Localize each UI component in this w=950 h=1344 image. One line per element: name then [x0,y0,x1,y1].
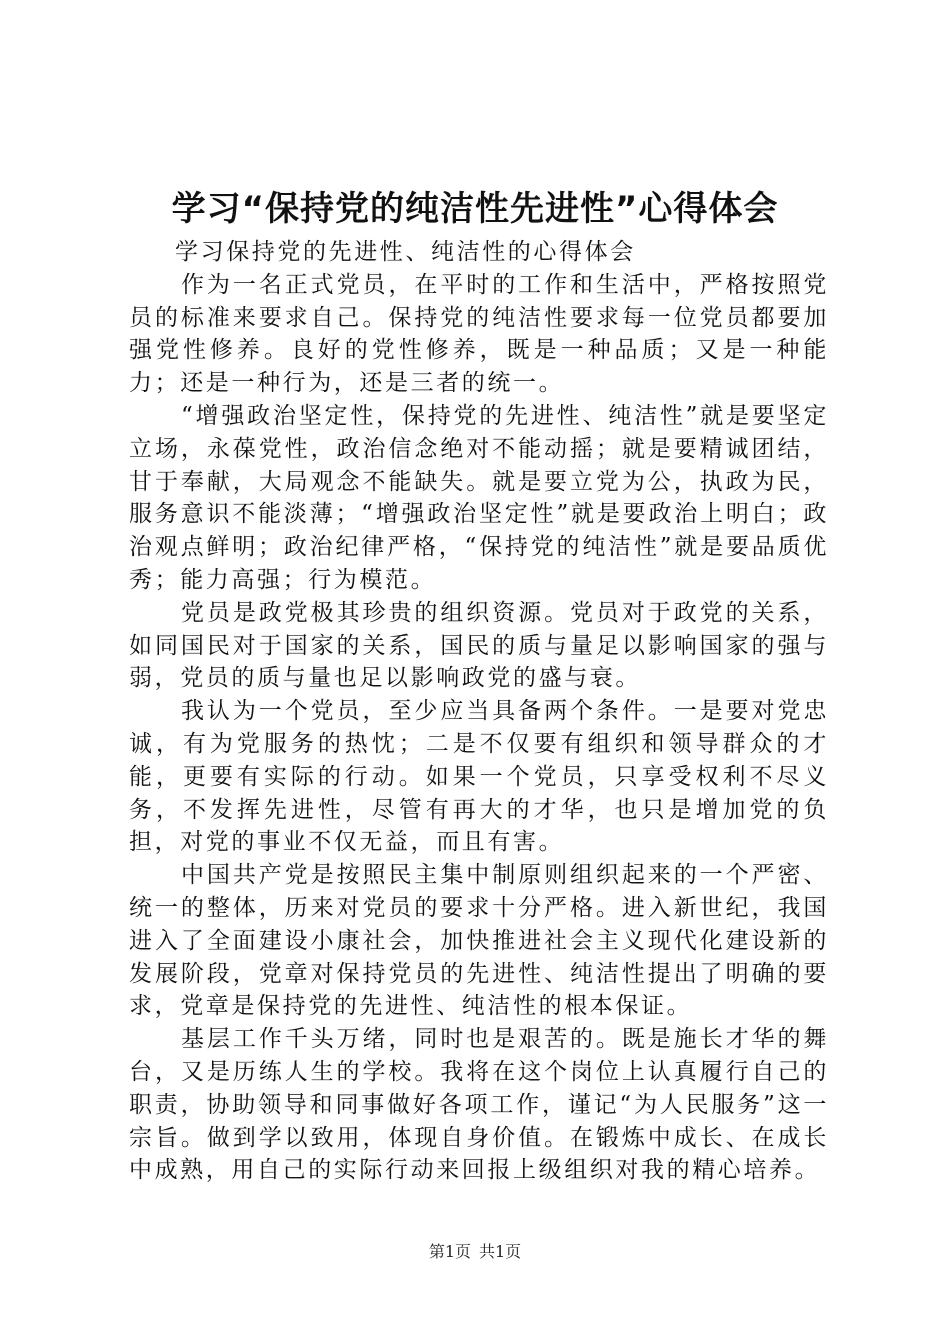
paragraph-2: “增强政治坚定性，保持党的先进性、纯洁性”就是要坚定立场，永葆党性，政治信念绝对不能动摇；就是要精诚团结，甘于奉献，大局观念不能缺失。就是要立党为公，执政为民，服务意识不能淡薄；“增强政治坚定性”就是要政治上明白；政治观点鲜明；政治纪律严格，“保持党的纯洁性”就是要品质优秀；能力高强；行为模范。 [129,402,829,593]
page-footer [0,1240,950,1264]
page-number: 第1页 [428,1242,471,1261]
document-title: 学习“保持党的纯洁性先进性”心得体会 [171,189,779,229]
paragraph-3: 党员是政党极其珍贵的组织资源。党员对于政党的关系，如同国民对于国家的关系，国民的质与量足以影响国家的强与弱，党员的质与量也足以影响政党的盛与衰。 [129,599,829,692]
document-subtitle: 学习保持党的先进性、纯洁性的心得体会 [175,239,636,265]
paragraph-5: 中国共产党是按照民主集中制原则组织起来的一个严密、统一的整体，历来对党员的要求十分严格。进入新世纪，我国进入了全面建设小康社会，加快推进社会主义现代化建设新的发展阶段，党章对保持党员的先进性、纯洁性提出了明确的要求，党章是保持党的先进性、纯洁性的根本保证。 [129,862,829,1020]
paragraph-4: 我认为一个党员，至少应当具备两个条件。一是要对党忠诚，有为党服务的热忱；二是不仅要有组织和领导群众的才能，更要有实际的行动。如果一个党员，只享受权利不尽义务，不发挥先进性，尽管有再大的才华，也只是增加党的负担，对党的事业不仅无益，而且有害。 [129,698,829,856]
page-total: 共1页 [479,1242,522,1261]
document-body [129,236,829,1187]
paragraph-6: 基层工作千头万绪，同时也是艰苦的。既是施长才华的舞台，又是历练人生的学校。我将在这个岗位上认真履行自己的职责，协助领导和同事做好各项工作，谨记“为人民服务”这一宗旨。做到学以致用，体现自身价值。在锻炼中成长、在成长中成熟，用自己的实际行动来回报上级组织对我的精心培养。 [129,1026,829,1184]
paragraph-1: 作为一名正式党员，在平时的工作和生活中，严格按照党员的标准来要求自己。保持党的纯洁性要求每一位党员都要加强党性修养。良好的党性修养，既是一种品质；又是一种能力；还是一种行为，还是三者的统一。 [129,271,829,397]
